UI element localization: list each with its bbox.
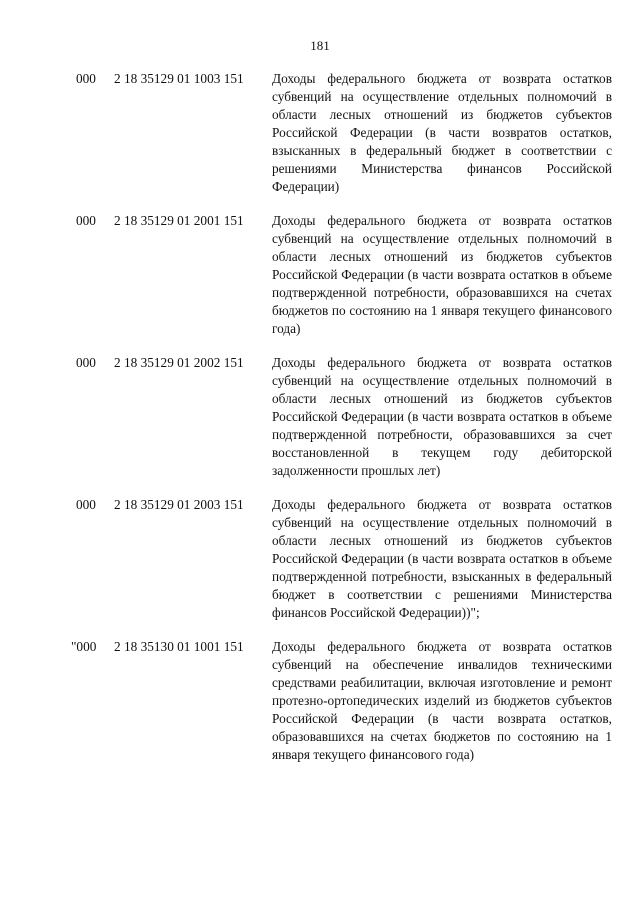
budget-entry [71,638,616,764]
admin-code: 000 [76,355,96,370]
budget-classification-code: 2 18 35129 01 2002 151 [114,355,244,370]
budget-classification-code: 2 18 35129 01 2001 151 [114,213,244,228]
page-number: 181 [310,38,330,53]
budget-entry [76,212,616,338]
income-description: Доходы федерального бюджета от возврата остатков субвенций на осуществление отдельных полномочий в области лесных отношений из бюджетов субъектов Российской Федерации (в части возвратов остатков, взысканных в федеральный бюджет в соответствии с решениями Министерства финансов Российской Федерации) [272,71,612,194]
admin-code: 000 [76,213,96,228]
income-description: Доходы федерального бюджета от возврата остатков субвенций на обеспечение инвалидов техническими средствами реабилитации, включая изготовление и ремонт протезно-ортопедических изделий из бюджетов субъектов Российской Федерации (в части возврата остатков, образовавшихся на счетах бюджетов по состоянию на 1 января текущего финансового года) [272,639,612,762]
admin-code: 000 [76,497,96,512]
budget-code-list [71,70,616,764]
income-description: Доходы федерального бюджета от возврата остатков субвенций на осуществление отдельных полномочий в области лесных отношений из бюджетов субъектов Российской Федерации (в части возврата остатков в объеме подтвержденной потребности, взысканных в федеральный бюджет в соответствии с решениями Министерства финансов Российской Федерации))"; [272,497,612,620]
admin-code: 000 [76,71,96,86]
income-description: Доходы федерального бюджета от возврата остатков субвенций на осуществление отдельных полномочий в области лесных отношений из бюджетов субъектов Российской Федерации (в части возврата остатков в объеме подтвержденной потребности, образовавшихся за счет восстановленной в текущем году дебиторской задолженности прошлых лет) [272,355,612,478]
budget-entry [76,496,616,622]
income-description: Доходы федерального бюджета от возврата остатков субвенций на осуществление отдельных полномочий в области лесных отношений из бюджетов субъектов Российской Федерации (в части возврата остатков в объеме подтвержденной потребности, образовавшихся на счетах бюджетов по состоянию на 1 января текущего финансового года) [272,213,612,336]
budget-classification-code: 2 18 35130 01 1001 151 [114,639,244,654]
budget-classification-code: 2 18 35129 01 2003 151 [114,497,244,512]
budget-entry [76,354,616,480]
budget-classification-code: 2 18 35129 01 1003 151 [114,71,244,86]
admin-code: "000 [71,639,97,654]
budget-entry [76,70,616,196]
